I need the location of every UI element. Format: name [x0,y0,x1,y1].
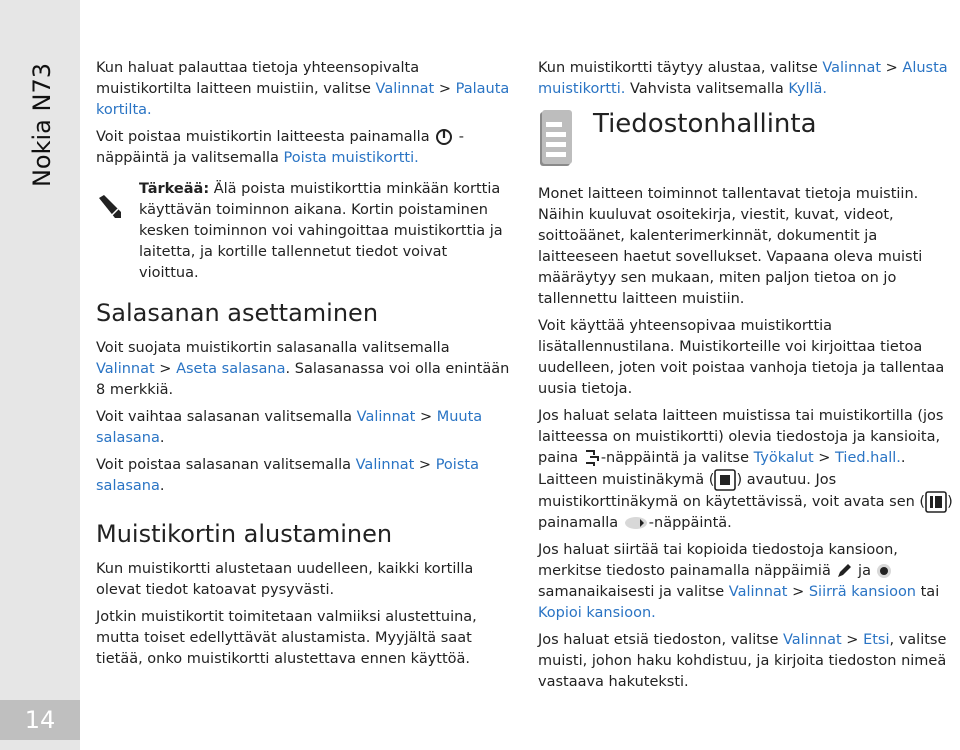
power-key-icon [434,127,454,147]
sidebar [0,0,80,750]
link-change-password: Muuta salasana [96,409,483,446]
right-column [538,58,958,699]
link-options: Valinnat [728,584,788,600]
link-options: Valinnat [96,361,155,377]
link-options: Valinnat [375,81,435,97]
link-set-password: Aseta salasana [176,361,286,377]
page-number: 14 [0,700,80,740]
paragraph-change-password: Voit vaihtaa salasanan valitsemalla Valinnat > Muuta salasana. [96,409,483,446]
link-file-manager: Tied.hall. [835,450,901,466]
link-copy-to-folder: Kopioi kansioon. [538,605,656,621]
file-manager-header [538,108,958,178]
paragraph-browse-files: Jos haluat selata laitteen muistissa tai muistikortilla (jos laitteessa on muistikortti) olevia tiedostoja ja kansioita, paina -näppäintä ja valitse Työkalut > Tied.hall.. Laitteen muistinäkymä ( ) avautuu. Jos muistikorttinäkymä on käytettävissä, voit avata sen ( ) painamalla -näppäintä. [538,408,953,531]
paragraph-remove-card: Voit poistaa muistikortin laitteesta painamalla -näppäintä ja valitsemalla Poista muistikortti. [96,129,465,166]
link-options: Valinnat [822,60,882,76]
link-remove-password: Poista salasana [96,457,479,494]
paragraph-format-1: Kun muistikortti alustetaan uudelleen, kaikki kortilla olevat tiedot katoavat pysyvästi. [96,561,474,598]
link-find: Etsi [863,632,890,648]
link-restore-from-card: Palauta kortilta. [96,81,510,118]
left-column [96,58,511,676]
file-manager-icon [538,108,576,168]
link-format-card: Alusta muistikortti. [538,60,948,97]
link-remove-card: Poista muistikortti. [283,150,419,166]
heading-set-password: Salasanan asettaminen [96,299,379,327]
paragraph-move-copy: Jos haluat siirtää tai kopioida tiedostoja kansioon, merkitse tiedosto painamalla näppäimiä ja samanaikaisesti ja valitse Valinnat > Siirrä kansioon tai Kopioi kansioon. [538,542,940,621]
important-note-icon [96,193,126,223]
paragraph-memory-card: Voit käyttää yhteensopivaa muistikorttia lisätallennustilana. Muistikorteille voi kirjoittaa tietoa uudelleen, joten voit poistaa vanhoja tietoja ja tallentaa uusia tietoja. [538,318,945,397]
important-note: Tärkeää: Älä poista muistikorttia minkään korttia käyttävän toiminnon aikana. Kortin poistaminen kesken toiminnon voi vahingoittaa muistikorttia ja laitetta, ja kortille tallennetut tiedot voivat vioittua. [96,179,511,284]
phone-memory-icon [714,469,736,491]
edit-key-icon [835,562,853,580]
paragraph-search: Jos haluat etsiä tiedoston, valitse Valinnat > Etsi, valitse muisti, johon haku kohdistuu, ja kirjoita tiedoston nimeä vastaava hakuteksti. [538,632,947,690]
heading-file-manager: Tiedostonhallinta [593,109,817,139]
paragraph-restore: Kun haluat palauttaa tietoja yhteensopivalta muistikortilta laitteen muistiin, valitse Valinnat > Palauta kortilta. [96,60,510,118]
link-move-to-folder: Siirrä kansioon [808,584,917,600]
paragraph-remove-password: Voit poistaa salasanan valitsemalla Valinnat > Poista salasana. [96,457,479,494]
link-tools: Työkalut [753,450,814,466]
sidebar-title: Nokia N73 [28,62,56,188]
paragraph-set-password: Voit suojata muistikortin salasanalla valitsemalla Valinnat > Aseta salasana. Salasanassa voi olla enintään 8 merkkiä. [96,340,510,398]
link-yes: Kyllä. [788,81,828,97]
memory-card-icon [925,491,947,513]
menu-key-icon [583,448,601,468]
link-options: Valinnat [355,457,415,473]
joystick-icon [623,515,649,531]
link-options: Valinnat [356,409,416,425]
link-options: Valinnat [783,632,842,648]
paragraph-memory: Monet laitteen toiminnot tallentavat tietoja muistiin. Näihin kuuluvat osoitekirja, viestit, kuvat, videot, soittoäänet, kalenterimerkinnät, dokumentit ja laitteeseen haetut sovellukset. Vapaana oleva muisti määräytyy sen mukaan, miten paljon tietoa on jo tallennettu laitteen muistiin. [538,186,923,307]
paragraph-format-card: Kun muistikortti täytyy alustaa, valitse Valinnat > Alusta muistikortti. Vahvista valitsemalla Kyllä. [538,60,948,97]
heading-format-card: Muistikortin alustaminen [96,520,393,548]
joystick-select-icon [876,563,892,579]
paragraph-format-2: Jotkin muistikortit toimitetaan valmiiksi alustettuina, mutta toiset edellyttävät alustamista. Myyjältä saat tietää, onko muistikortti alustettava ennen käyttöä. [96,609,477,667]
